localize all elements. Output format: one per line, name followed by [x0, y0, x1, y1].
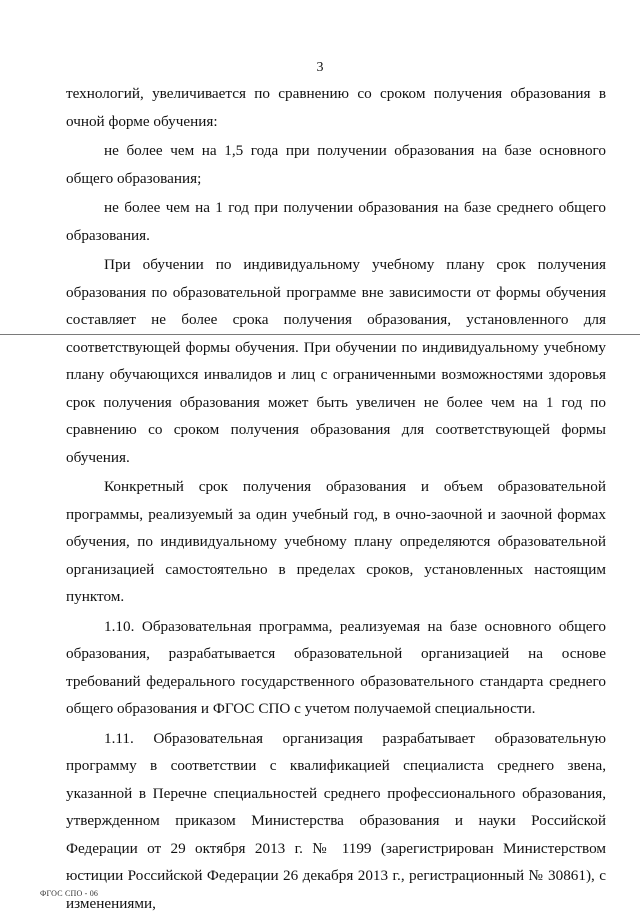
- paragraph-specific-term: Конкретный срок получения образования и объем образовательной программы, реализуемый за один учебный год, в очно-заочной и заочной формах обучения, по индивидуальному учебному плану определяются образовательной организацией самостоятельно в пределах сроков, установленных настоящим пунктом.: [66, 473, 606, 611]
- scan-artifact-line: [0, 334, 640, 335]
- paragraph-clause-1-10: 1.10. Образовательная программа, реализуемая на базе основного общего образования, разрабатывается образовательной организацией на основе требований федерального государственного образовательного стандарта среднего общего образования и ФГОС СПО с учетом получаемой специальности.: [66, 613, 606, 723]
- paragraph-clause-1-11: 1.11. Образовательная организация разрабатывает образовательную программу в соответствии с квалификацией специалиста среднего звена, указанной в Перечне специальностей среднего профессионального образования, утвержденном приказом Министерства образования и науки Российской Федерации от 29 октября 2013 г. № 1199 (зарегистрирован Министерством юстиции Российской Федерации 26 декабря 2013 г., регистрационный № 30861), с изменениями,: [66, 725, 606, 917]
- paragraph-secondary-general: не более чем на 1 год при получении образования на базе среднего общего образования.: [66, 194, 606, 249]
- document-body: [66, 80, 606, 917]
- paragraph-individual-plan: При обучении по индивидуальному учебному плану срок получения образования по образовательной программе вне зависимости от формы обучения составляет не более срока получения образования, установленного для соответствующей формы обучения. При обучении по индивидуальному учебному плану обучающихся инвалидов и лиц с ограниченными возможностями здоровья срок получения образования может быть увеличен не более чем на 1 год по сравнению со сроком получения образования для соответствующей формы обучения.: [66, 251, 606, 471]
- footer-document-code: ФГОС СПО - 06: [40, 889, 98, 899]
- paragraph-basic-general: не более чем на 1,5 года при получении образования на базе основного общего образования;: [66, 137, 606, 192]
- page-number: 3: [0, 60, 640, 76]
- paragraph-continuation: технологий, увеличивается по сравнению со сроком получения образования в очной форме обучения:: [66, 80, 606, 135]
